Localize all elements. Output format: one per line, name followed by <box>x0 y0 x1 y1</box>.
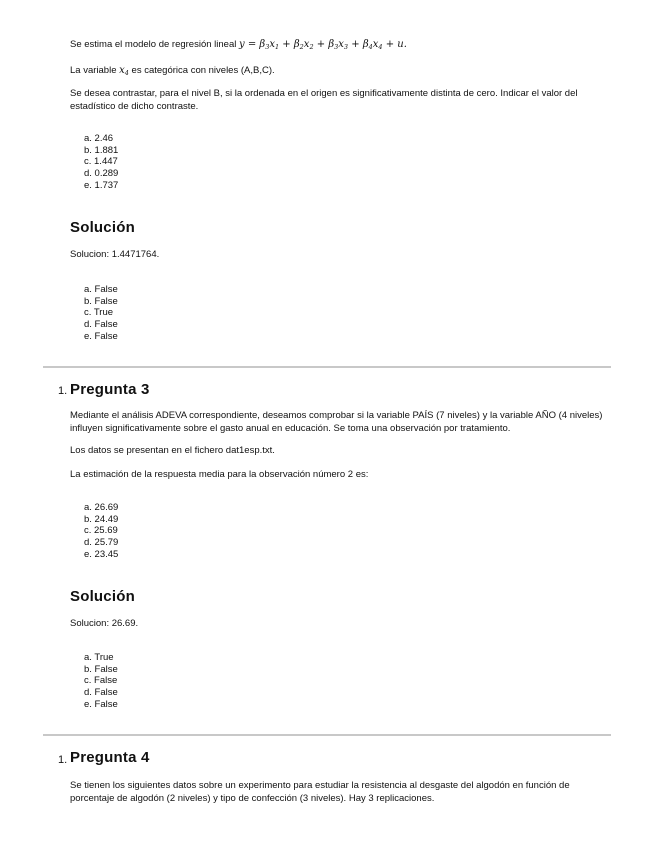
list-item: a. True <box>84 652 114 663</box>
question-text: Mediante el análisis ADEVA correspondiente, deseamos comprobar si la variable PAÍS (7 niveles) y la variable AÑO (4 niveles) influyen significativamente sobre el gasto anual en educación. Se toma una observación por tratamiento. <box>70 410 603 434</box>
solution-heading: Solución <box>70 219 135 236</box>
list-item[interactable]: c. 1.447 <box>84 156 118 168</box>
list-item[interactable]: b. 24.49 <box>84 513 119 525</box>
regression-formula: $y = \beta_3x_1 + \beta_2x_2 + \beta_3x_3 + \beta_4x_4 + u$. <box>238 39 407 51</box>
variable-symbol: $x_4$ <box>119 65 129 77</box>
section-divider <box>43 366 611 368</box>
section-divider <box>43 734 611 736</box>
list-item: e. False <box>84 330 118 342</box>
question-title: Pregunta 3 <box>70 381 150 398</box>
option-list <box>84 502 118 560</box>
list-item[interactable]: d. 0.289 <box>84 168 119 180</box>
list-item: e. False <box>84 698 118 710</box>
answer-list <box>84 284 118 342</box>
option-list <box>84 133 118 191</box>
list-item[interactable]: e. 23.45 <box>84 548 119 560</box>
question-text: Se desea contrastar, para el nivel B, si la ordenada en el origen es significativamente distinta de cero. Indicar el valor del estadístico de dicho contraste. <box>70 88 578 112</box>
list-item: b. False <box>84 295 118 307</box>
question-number: 1. <box>58 385 68 397</box>
list-item: d. False <box>84 687 118 699</box>
list-item[interactable]: b. 1.881 <box>84 144 119 156</box>
data-file-text: Los datos se presentan en el fichero dat1esp.txt. <box>70 445 275 456</box>
question-prompt: La estimación de la respuesta media para la observación número 2 es: <box>70 469 369 480</box>
solution-text: Solucion: 1.4471764. <box>70 249 160 260</box>
list-item[interactable]: e. 1.737 <box>84 179 119 191</box>
list-item[interactable]: d. 25.79 <box>84 537 119 549</box>
list-item[interactable]: c. 25.69 <box>84 525 118 537</box>
answer-list <box>84 652 118 710</box>
list-item[interactable]: a. 2.46 <box>84 133 114 144</box>
list-item: c. False <box>84 675 118 687</box>
list-item[interactable]: a. 26.69 <box>84 502 119 513</box>
question-title: Pregunta 4 <box>70 749 150 766</box>
question-text: Se tienen los siguientes datos sobre un experimento para estudiar la resistencia al desgaste del algodón en función de porcentaje de algodón (2 niveles) y tipo de confección (3 niveles). Hay 3 replicaciones. <box>70 780 570 804</box>
list-item: c. True <box>84 307 114 319</box>
list-item: a. False <box>84 284 118 295</box>
variable-statement: La variable $x_4$ es categórica con niveles (A,B,C). <box>70 65 275 77</box>
list-item: d. False <box>84 319 118 331</box>
solution-heading: Solución <box>70 588 135 605</box>
question-number: 1. <box>58 754 68 766</box>
model-statement: Se estima el modelo de regresión lineal $y = \beta_3x_1 + \beta_2x_2 + \beta_3x_3 + \beta_4x_4 + u$. <box>70 39 407 51</box>
list-item: b. False <box>84 663 118 675</box>
solution-text: Solucion: 26.69. <box>70 618 139 629</box>
